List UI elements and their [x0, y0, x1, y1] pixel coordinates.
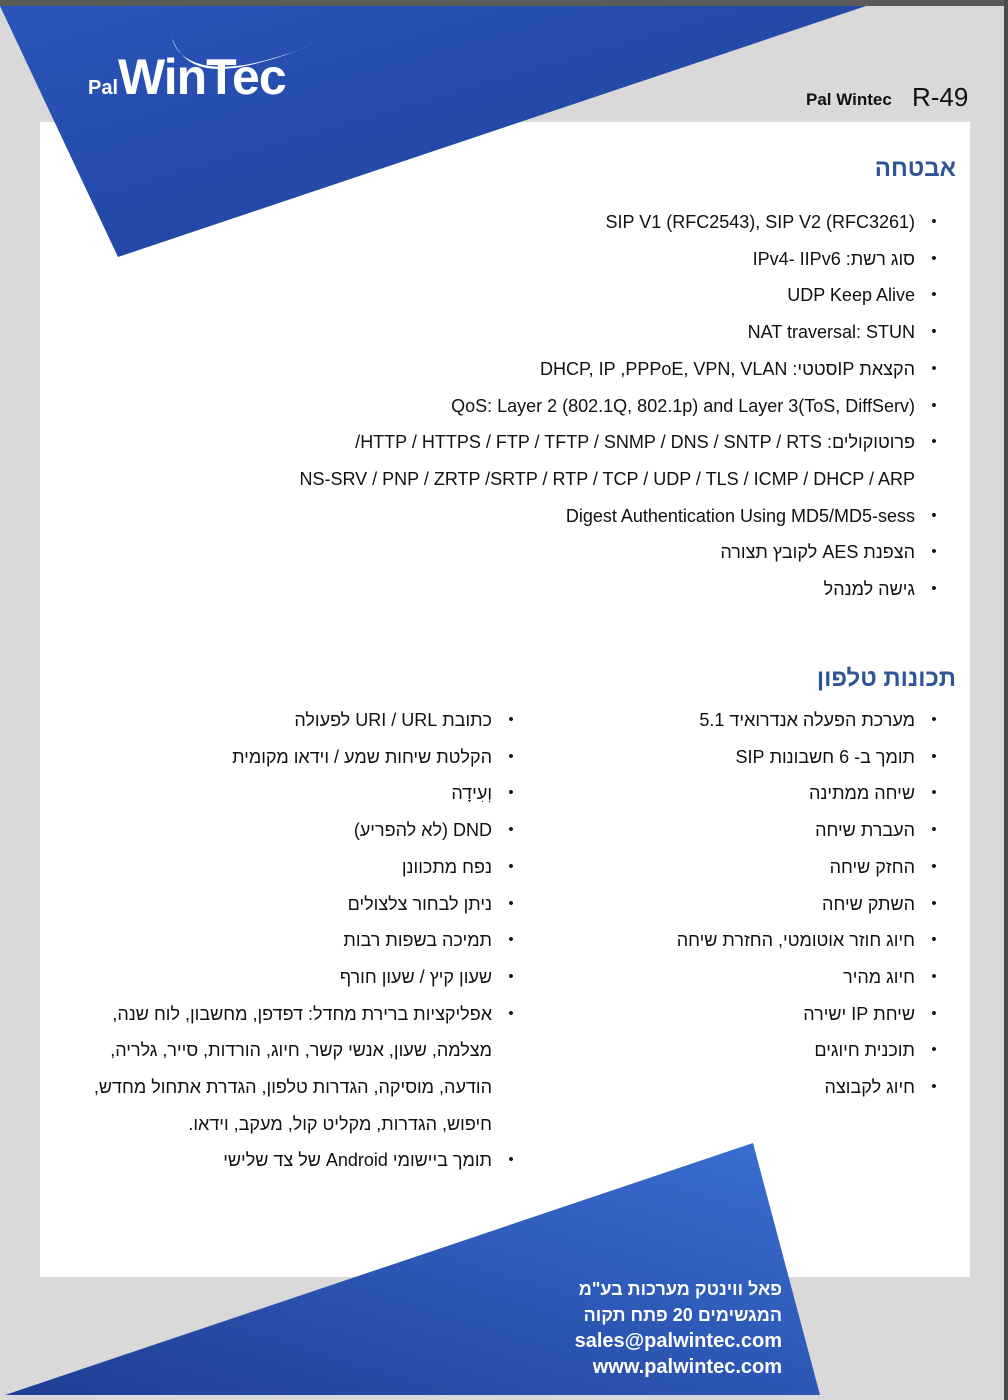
bullet-icon: • [508, 1004, 514, 1022]
list-item [94, 739, 530, 776]
list-item [299, 571, 953, 608]
bullet-icon: • [931, 967, 937, 985]
list-item-text: אפליקציות ברירת מחדל: דפדפן, מחשבון, לוח שנה, [112, 1003, 492, 1024]
list-item [677, 739, 953, 776]
list-item [299, 204, 953, 241]
list-item [94, 886, 530, 923]
bullet-icon: • [931, 506, 937, 524]
header-model: R-49 [912, 82, 969, 112]
list-item-text: תוכנית חיוגים [814, 1040, 915, 1061]
list-item [94, 702, 530, 739]
bullet-icon: • [931, 213, 937, 230]
list-item [677, 1069, 953, 1106]
list-item-text: DND (לא להפריע) [353, 820, 492, 841]
bullet-icon: • [931, 433, 937, 451]
phone-features-heading: תכונות טלפון [816, 665, 956, 692]
list-item [94, 922, 530, 959]
bullet-icon: • [931, 821, 937, 839]
list-item-text: NAT traversal: STUN [747, 322, 915, 343]
footer-email[interactable]: sales@palwintec.com [574, 1330, 782, 1352]
list-item-text: הודעה, מוסיקה, הגדרות טלפון, הגדרת אתחול מחדש, [93, 1077, 492, 1098]
list-item [94, 812, 530, 849]
list-item [299, 314, 953, 351]
list-item [94, 1032, 530, 1069]
list-item-text: QoS: Layer 2 (802.1Q, 802.1p) and Layer 3(ToS, DiffServ) [451, 395, 915, 416]
bullet-icon: • [508, 784, 514, 802]
list-item-text: חיפוש, הגדרות, מקליט קול, מעקב, וידאו. [188, 1113, 492, 1134]
list-item [94, 849, 530, 886]
list-item [677, 922, 953, 959]
list-item-text: הקצאת IPסטטי: DHCP, IP ,PPPoE, VPN, VLAN [539, 358, 915, 379]
bullet-icon: • [508, 931, 514, 949]
list-item-text: תומך ביישומי Android של צד שלישי [223, 1150, 492, 1171]
bullet-icon: • [508, 857, 514, 875]
list-item [94, 1069, 530, 1106]
list-item [677, 812, 953, 849]
bullet-icon: • [931, 286, 937, 304]
list-item [677, 1032, 953, 1069]
logo-prefix: Pal [88, 77, 119, 99]
list-item [94, 996, 530, 1033]
list-item-text: שיחה ממתינה [809, 783, 915, 804]
bullet-icon: • [931, 784, 937, 802]
list-item [94, 1142, 530, 1179]
phone-features-left-list [94, 702, 530, 1179]
list-item-text: Digest Authentication Using MD5/MD5-sess [565, 505, 915, 526]
bullet-icon: • [508, 821, 514, 839]
list-item [299, 351, 953, 388]
list-item [94, 1106, 530, 1143]
bullet-icon: • [931, 323, 937, 341]
list-item-text: החזק שיחה [829, 856, 915, 877]
list-item [299, 461, 953, 498]
bullet-icon: • [931, 396, 937, 414]
list-item-text: מערכת הפעלה אנדרואיד 5.1 [699, 710, 915, 730]
bullet-icon: • [508, 1151, 514, 1169]
list-item [677, 886, 953, 923]
list-item [299, 498, 953, 535]
bullet-icon: • [931, 931, 937, 949]
palwintec-logo [88, 30, 328, 110]
list-item-text: גישה למנהל [823, 579, 915, 600]
list-item-text: שיחת IP ישירה [803, 1003, 915, 1024]
list-item [677, 996, 953, 1033]
list-item-text: SIP V1 (RFC2543), SIP V2 (RFC3261) [605, 212, 915, 232]
list-item [299, 534, 953, 571]
bullet-icon: • [508, 711, 514, 728]
logo-name: WinTec [118, 49, 286, 105]
list-item [677, 849, 953, 886]
list-item [299, 241, 953, 278]
bullet-icon: • [931, 359, 937, 377]
list-item [299, 277, 953, 314]
bullet-icon: • [508, 967, 514, 985]
list-item [299, 424, 953, 461]
list-item [677, 959, 953, 996]
right-border [1004, 0, 1008, 1400]
security-list [299, 204, 953, 608]
bullet-icon: • [931, 894, 937, 912]
list-item-text: שעון קיץ / שעון חורף [339, 966, 492, 987]
security-heading: אבטחה [874, 155, 956, 182]
list-item-text: וְעִידָה [451, 783, 492, 804]
bullet-icon: • [931, 1041, 937, 1059]
list-item-text: השתק שיחה [822, 893, 915, 914]
list-item-text: חיוג חוזר אוטומטי, החזרת שיחה [676, 930, 915, 951]
list-item [94, 959, 530, 996]
list-item-text: הצפנת AES לקובץ תצורה [720, 542, 915, 563]
list-item [677, 775, 953, 812]
list-item-text: כתובת URI / URL לפעולה [294, 710, 492, 730]
footer-website[interactable]: www.palwintec.com [592, 1356, 782, 1378]
list-item-text: תומך ב- 6 חשבונות SIP [735, 746, 915, 767]
list-item-text: חיוג מהיר [843, 966, 915, 987]
list-item-text: UDP Keep Alive [787, 285, 915, 306]
phone-features-right-list [677, 702, 953, 1106]
list-item-text: סוג רשת: IPv4- IIPv6 [752, 248, 915, 269]
bullet-icon: • [931, 580, 937, 598]
list-item [94, 775, 530, 812]
list-item-text: NS-SRV / PNP / ZRTP /SRTP / RTP / TCP / UDP / TLS / ICMP / DHCP / ARP [299, 468, 915, 489]
list-item [677, 702, 953, 739]
header-brand: Pal Wintec [806, 90, 892, 109]
bullet-icon: • [931, 1004, 937, 1022]
list-item-text: נפח מתכוונן [401, 856, 492, 877]
footer-address: המגשימים 20 פתח תקוה [583, 1305, 782, 1325]
list-item-text: מצלמה, שעון, אנשי קשר, חיוג, הורדות, סייר, גלריה, [110, 1040, 492, 1061]
list-item-text: פרוטוקולים: HTTP / HTTPS / FTP / TFTP / SNMP / DNS / SNTP / RTS/ [355, 432, 915, 453]
bullet-icon: • [508, 894, 514, 912]
bullet-icon: • [931, 747, 937, 765]
list-item-text: תמיכה בשפות רבות [343, 930, 492, 951]
list-item-text: חיוג לקבוצה [824, 1077, 915, 1098]
bullet-icon: • [931, 711, 937, 728]
list-item-text: העברת שיחה [815, 820, 915, 841]
list-item-text: הקלטת שיחות שמע / וידאו מקומית [232, 746, 492, 767]
footer-company: פאל ווינטק מערכות בע"מ [578, 1279, 782, 1299]
bullet-icon: • [508, 747, 514, 765]
list-item-text: ניתן לבחור צלצולים [347, 893, 492, 914]
footer-contact [575, 1276, 782, 1380]
bullet-icon: • [931, 1078, 937, 1096]
bullet-icon: • [931, 249, 937, 267]
list-item [299, 388, 953, 425]
bullet-icon: • [931, 857, 937, 875]
bullet-icon: • [931, 543, 937, 561]
